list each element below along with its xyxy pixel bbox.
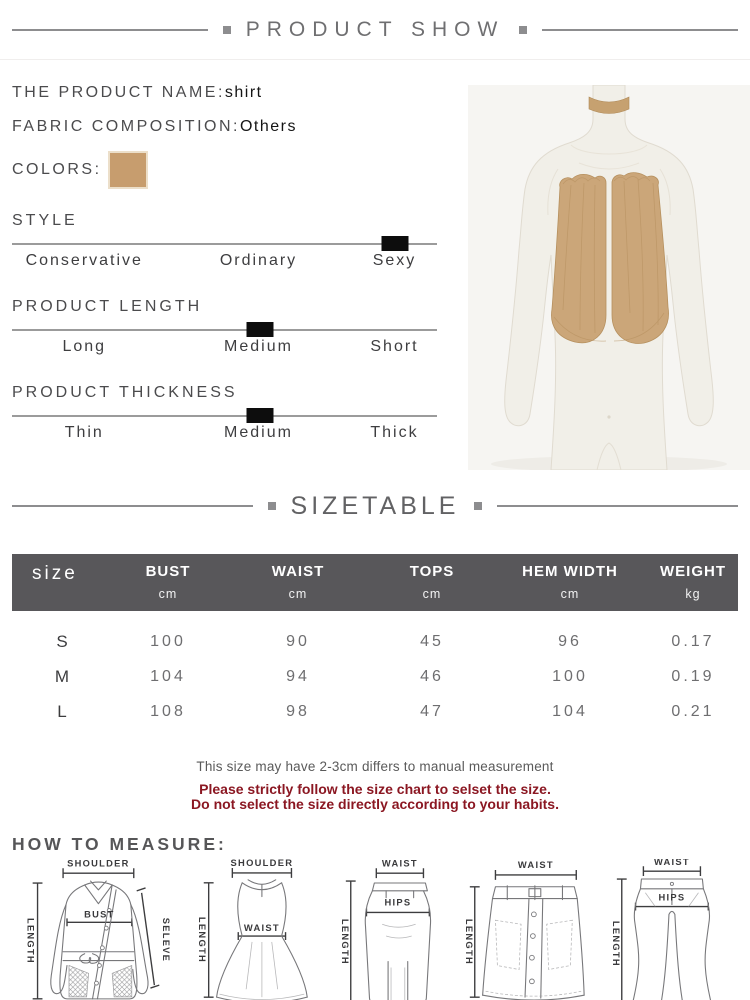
length-scale bbox=[12, 298, 440, 362]
colors-label: COLORS: bbox=[12, 161, 102, 178]
unit-bust: cm bbox=[158, 587, 178, 601]
fabric-value: Others bbox=[239, 118, 297, 135]
measurement-note: This size may have 2-3cm differs to manual measurement bbox=[196, 759, 554, 774]
square-bullet-icon bbox=[474, 502, 482, 510]
pants-measure-diagram bbox=[608, 859, 736, 1000]
style-scale-marker bbox=[382, 236, 409, 251]
table-row-size-m bbox=[12, 659, 738, 694]
banner-title: PRODUCT SHOW bbox=[245, 17, 505, 41]
waist-cell: 90 bbox=[286, 632, 310, 650]
unit-hem-width: cm bbox=[560, 587, 580, 601]
bust-cell: 100 bbox=[150, 632, 186, 650]
pants-hips-label: HIPS bbox=[658, 892, 686, 903]
scale-label: Sexy bbox=[372, 252, 417, 269]
pants-length-label: LENGTH bbox=[611, 920, 622, 967]
style-scale-title: STYLE bbox=[12, 212, 78, 229]
length-scale-labels bbox=[12, 336, 437, 362]
thickness-scale-marker bbox=[247, 408, 274, 423]
weight-cell: 0.19 bbox=[671, 667, 715, 685]
mannequin-photo-illustration bbox=[468, 85, 750, 470]
scale-label: Thin bbox=[64, 424, 104, 441]
sizetable-title: SIZETABLE bbox=[290, 491, 460, 520]
size-table-header-row bbox=[12, 554, 738, 585]
bust-cell: 108 bbox=[150, 702, 186, 720]
divider-line bbox=[12, 29, 208, 31]
size-notes bbox=[0, 759, 750, 812]
jacket-bust-label: BUST bbox=[84, 909, 115, 920]
weight-cell: 0.21 bbox=[671, 702, 715, 720]
product-facts-section bbox=[0, 60, 750, 472]
table-row-size-s bbox=[12, 611, 738, 659]
hem-width-cell: 104 bbox=[552, 702, 588, 720]
mini-skirt-measure-diagram bbox=[458, 859, 608, 1000]
square-bullet-icon bbox=[519, 26, 527, 34]
product-photo bbox=[468, 85, 750, 470]
column-header-bust: BUST bbox=[145, 563, 191, 580]
scale-label: Thick bbox=[370, 424, 419, 441]
dress-measure-diagram bbox=[187, 859, 337, 1000]
style-scale-labels bbox=[12, 250, 437, 276]
unit-waist: cm bbox=[288, 587, 308, 601]
dress-waist-label: WAIST bbox=[243, 922, 280, 933]
mini-skirt-length-label: LENGTH bbox=[464, 918, 475, 965]
colors-row bbox=[12, 150, 440, 190]
table-row-size-l bbox=[12, 694, 738, 729]
style-scale-track bbox=[12, 243, 437, 245]
weight-cell: 0.17 bbox=[671, 632, 715, 650]
length-scale-track bbox=[12, 329, 437, 331]
dress-length-label: LENGTH bbox=[196, 916, 207, 963]
unit-tops: cm bbox=[422, 587, 442, 601]
thickness-scale bbox=[12, 384, 440, 448]
banner-divider bbox=[0, 18, 750, 42]
jacket-length-label: LENGTH bbox=[25, 917, 36, 964]
hem-width-cell: 96 bbox=[558, 632, 582, 650]
tops-cell: 46 bbox=[420, 667, 444, 685]
scale-label: Medium bbox=[224, 338, 293, 355]
skirt-waist-label: WAIST bbox=[381, 858, 418, 868]
how-to-measure-title: HOW TO MEASURE: bbox=[12, 833, 227, 854]
mini-skirt-waist-label: WAIST bbox=[518, 859, 555, 870]
size-warning-line1: Please strictly follow the size chart to selset the size. bbox=[199, 781, 551, 797]
measure-diagrams bbox=[0, 855, 750, 1000]
thickness-scale-title: PRODUCT THICKNESS bbox=[12, 384, 238, 401]
length-scale-marker bbox=[247, 322, 274, 337]
column-header-size: size bbox=[32, 563, 78, 584]
jacket-shoulder-label: SHOULDER bbox=[67, 858, 130, 868]
column-header-tops: TOPS bbox=[409, 563, 455, 580]
pencil-skirt-measure-diagram bbox=[337, 859, 459, 1000]
fabric-label: FABRIC COMPOSITION: bbox=[12, 118, 240, 135]
scale-label: Short bbox=[370, 338, 419, 355]
waist-cell: 98 bbox=[286, 702, 310, 720]
thickness-scale-labels bbox=[12, 422, 437, 448]
product-info-column bbox=[12, 84, 440, 448]
size-warning-line2: Do not select the size directly according to your habits. bbox=[191, 795, 559, 812]
product-name-label: THE PRODUCT NAME: bbox=[12, 84, 225, 101]
divider-line bbox=[542, 29, 738, 31]
column-header-waist: WAIST bbox=[271, 563, 325, 580]
pants-waist-label: WAIST bbox=[654, 858, 691, 867]
size-table bbox=[12, 554, 738, 729]
square-bullet-icon bbox=[268, 502, 276, 510]
jacket-measure-diagram bbox=[14, 859, 187, 1000]
divider-line bbox=[497, 505, 738, 507]
scale-label: Long bbox=[62, 338, 107, 355]
square-bullet-icon bbox=[223, 26, 231, 34]
hem-width-cell: 100 bbox=[552, 667, 588, 685]
scale-label: Conservative bbox=[25, 252, 143, 269]
jacket-sleeve-label: SELEVE bbox=[161, 917, 172, 962]
size-warning bbox=[0, 782, 750, 812]
tops-cell: 47 bbox=[420, 702, 444, 720]
product-name-value: shirt bbox=[224, 84, 263, 101]
size-cell: L bbox=[57, 701, 67, 721]
tops-cell: 45 bbox=[420, 632, 444, 650]
color-swatch[interactable] bbox=[108, 151, 148, 189]
column-header-weight: WEIGHT bbox=[660, 563, 726, 580]
column-header-hem-width: HEM WIDTH bbox=[522, 563, 618, 580]
skirt-length-label: LENGTH bbox=[339, 918, 350, 965]
product-show-banner bbox=[0, 0, 750, 60]
fabric-row bbox=[12, 118, 440, 136]
divider-line bbox=[12, 505, 253, 507]
size-cell: S bbox=[56, 631, 68, 651]
sizetable-divider bbox=[0, 488, 750, 524]
size-table-unit-row bbox=[12, 585, 738, 611]
thickness-scale-track bbox=[12, 415, 437, 417]
scale-label: Medium bbox=[224, 424, 293, 441]
dress-shoulder-label: SHOULDER bbox=[230, 858, 294, 868]
length-scale-title: PRODUCT LENGTH bbox=[12, 298, 203, 315]
unit-weight: kg bbox=[685, 587, 701, 601]
scale-label: Ordinary bbox=[219, 252, 298, 269]
skirt-hips-label: HIPS bbox=[384, 897, 411, 908]
waist-cell: 94 bbox=[286, 667, 310, 685]
product-name-row bbox=[12, 84, 440, 102]
style-scale bbox=[12, 212, 440, 276]
size-cell: M bbox=[54, 666, 70, 686]
bust-cell: 104 bbox=[150, 667, 186, 685]
